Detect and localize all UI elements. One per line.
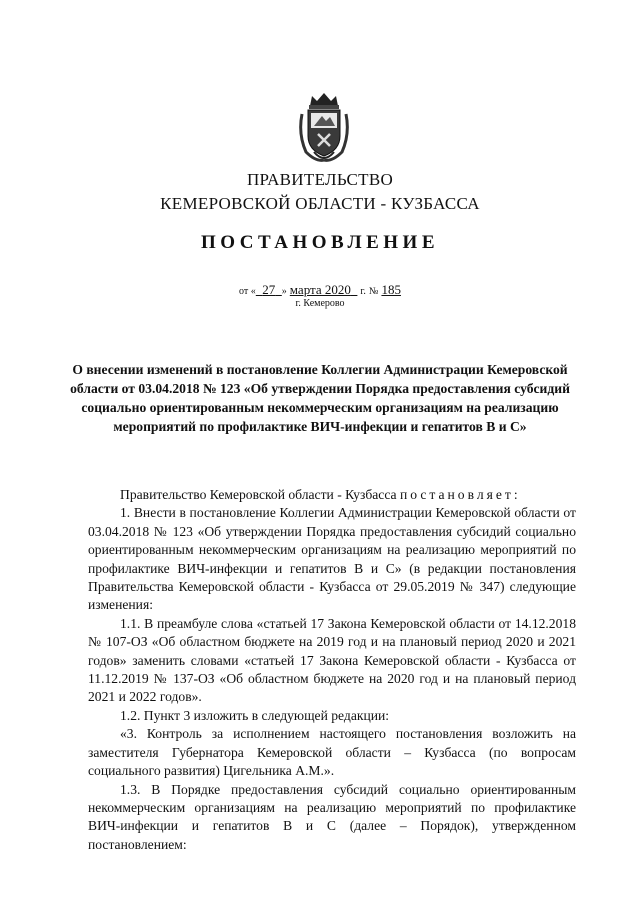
number-sign: № <box>368 286 379 297</box>
date-month-year: марта 2020 <box>289 282 351 297</box>
date-prefix: от « <box>239 286 256 297</box>
intro-paragraph: Правительство Кемеровской области - Кузбасса постановляет: <box>120 487 521 502</box>
paragraph-1-2: 1.2. Пункт 3 изложить в следующей редакции: <box>120 707 390 723</box>
year-suffix: г. <box>360 286 366 297</box>
city-name: г. Кемерово <box>295 298 345 309</box>
paragraph-1: 1. Внести в постановление Коллегии Администрации Кемеровской области от 03.04.2018 № 123 «Об утверждении Порядка предоставления субсидий социально ориентированным некоммерческим организациям на реализацию мероприятий по профилактике ВИЧ-инфекции и гепатитов В и С» (в редакции постановления Правительства Кемеровской области - Кузбасса от 29.05.2019 № 347) следующие изменения: <box>88 505 576 613</box>
date-mid: » <box>281 286 287 297</box>
paragraph-1-3: 1.3. В Порядке предоставления субсидий социально ориентированным некоммерческим организациям на реализацию мероприятий по профилактике ВИЧ-инфекции и гепатитов В и С (далее – Порядок), утвержденном постановлением: <box>88 781 576 852</box>
government-name-line2: КЕМЕРОВСКОЙ ОБЛАСТИ - КУЗБАССА <box>160 194 480 213</box>
coat-of-arms-emblem <box>296 90 352 164</box>
document-body <box>88 486 576 854</box>
paragraph-1-2-quote: «3. Контроль за исполнением настоящего постановления возложить на заместителя Губернатора Кемеровской области – Кузбасса (по вопросам социального развития) Цигельника А.М.». <box>88 726 576 779</box>
date-number-line <box>0 282 640 298</box>
paragraph-1-1: 1.1. В преамбуле слова «статьей 17 Закона Кемеровской области от 14.12.2018 № 107-ОЗ «Об областном бюджете на 2019 год и на плановый период 2020 и 2021 годов» заменить словами «статьей 17 Закона Кемеровской области - Кузбасса от 11.12.2019 № 137-ОЗ «Об областном бюджете на 2020 год и на плановый период 2021 и 2022 годов». <box>88 615 576 705</box>
document-subject: О внесении изменений в постановление Коллегии Администрации Кемеровской области от 03.04.2018 № 123 «Об утверждении Порядка предоставления субсидий социально ориентированным некоммерческим организациям на реализацию мероприятий по профилактике ВИЧ-инфекции и гепатитов В и С» <box>70 362 570 434</box>
decree-word: постановляет: <box>399 487 521 502</box>
document-type-title: ПОСТАНОВЛЕНИЕ <box>200 232 440 253</box>
document-number: 185 <box>381 282 401 297</box>
date-day: 27 <box>262 282 276 297</box>
government-name-line1: ПРАВИТЕЛЬСТВО <box>246 170 394 189</box>
